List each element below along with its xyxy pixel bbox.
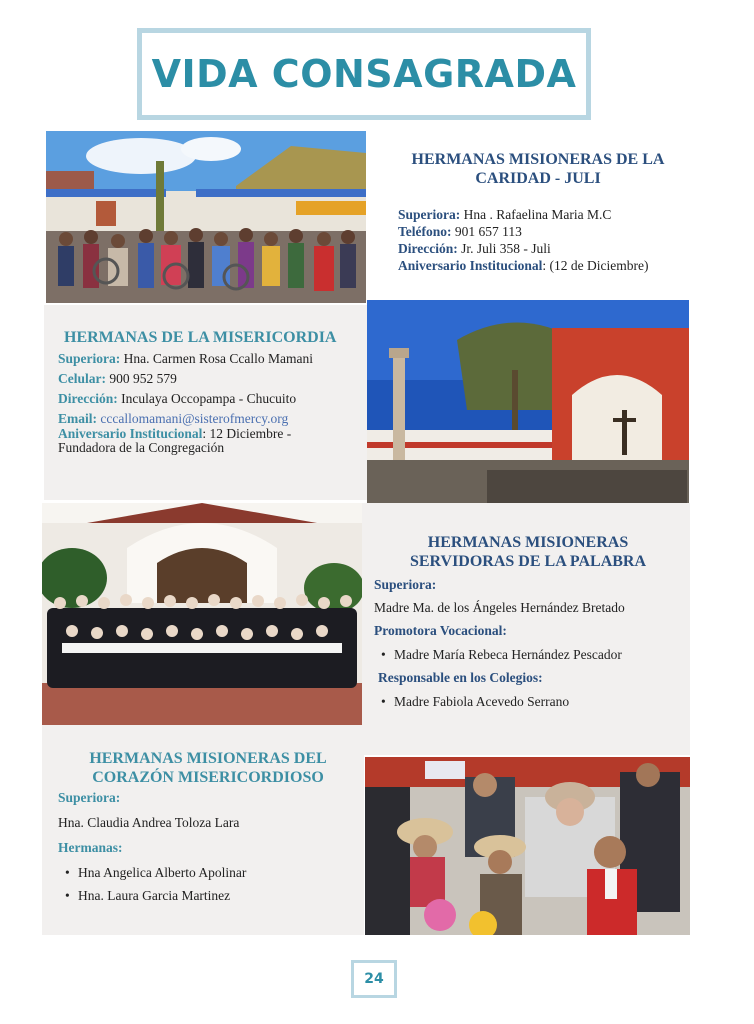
misericordia-fundadora: Fundadora de la Congregación bbox=[58, 440, 225, 455]
corazon-hermanas-label: Hermanas: bbox=[58, 840, 123, 855]
list-item: • Hna Angelica Alberto Apolinar bbox=[58, 864, 358, 881]
photo-children-event bbox=[365, 757, 690, 935]
servidoras-responsable-list bbox=[374, 693, 686, 710]
photo-group-outdoor bbox=[46, 131, 366, 303]
list-item: • Hna. Laura Garcia Martinez bbox=[58, 887, 358, 904]
caridad-direccion: Dirección: Jr. Juli 358 - Juli bbox=[398, 241, 551, 256]
page-number: 24 bbox=[351, 960, 397, 998]
servidoras-superiora-label: Superiora: bbox=[374, 577, 437, 592]
misericordia-email: Email: cccallomamani@sisterofmercy.org bbox=[58, 411, 289, 426]
list-item: • Madre María Rebeca Hernández Pescador bbox=[374, 646, 686, 663]
section-caridad-juli bbox=[382, 150, 694, 274]
servidoras-responsable-label: Responsable en los Colegios: bbox=[378, 670, 543, 685]
misericordia-celular: Celular: 900 952 579 bbox=[58, 371, 177, 386]
corazon-superiora-label: Superiora: bbox=[58, 790, 121, 805]
misericordia-aniversario: Aniversario Institucional: 12 Diciembre - bbox=[58, 426, 292, 441]
section-corazon-title-2: CORAZÓN MISERICORDIOSO bbox=[92, 769, 324, 786]
section-misericordia bbox=[58, 328, 363, 455]
corazon-hermanas-list bbox=[58, 864, 358, 904]
caridad-aniversario: Aniversario Institucional: (12 de Diciembre) bbox=[398, 258, 649, 273]
caridad-superiora: Superiora: Hna . Rafaelina Maria M.C bbox=[398, 207, 612, 222]
list-item: • Madre Fabiola Acevedo Serrano bbox=[374, 693, 686, 710]
misericordia-direccion: Dirección: Inculaya Occopampa - Chucuito bbox=[58, 391, 297, 406]
servidoras-superiora: Madre Ma. de los Ángeles Hernández Bretado bbox=[374, 600, 625, 615]
section-servidoras-title-1: HERMANAS MISIONERAS bbox=[427, 534, 629, 551]
corazon-superiora: Hna. Claudia Andrea Toloza Lara bbox=[58, 815, 240, 830]
section-servidoras bbox=[370, 533, 686, 710]
section-caridad-juli-title: HERMANAS MISIONERAS DE LA CARIDAD - JULI bbox=[411, 151, 665, 187]
servidoras-promotora-list bbox=[374, 646, 686, 663]
photo-church-arch bbox=[367, 300, 689, 503]
section-misericordia-title: HERMANAS DE LA MISERICORDIA bbox=[64, 329, 337, 346]
page-title: VIDA CONSAGRADA bbox=[151, 52, 577, 96]
caridad-telefono: Teléfono: 901 657 113 bbox=[398, 224, 522, 239]
page-title-frame bbox=[137, 28, 591, 120]
section-corazon-title-1: HERMANAS MISIONERAS DEL bbox=[89, 750, 327, 767]
photo-sisters-group bbox=[42, 503, 362, 725]
misericordia-superiora: Superiora: Hna. Carmen Rosa Ccallo Mamani bbox=[58, 351, 313, 366]
section-servidoras-title-2: SERVIDORAS DE LA PALABRA bbox=[409, 553, 647, 570]
section-corazon bbox=[58, 749, 358, 904]
servidoras-promotora-label: Promotora Vocacional: bbox=[374, 623, 507, 638]
